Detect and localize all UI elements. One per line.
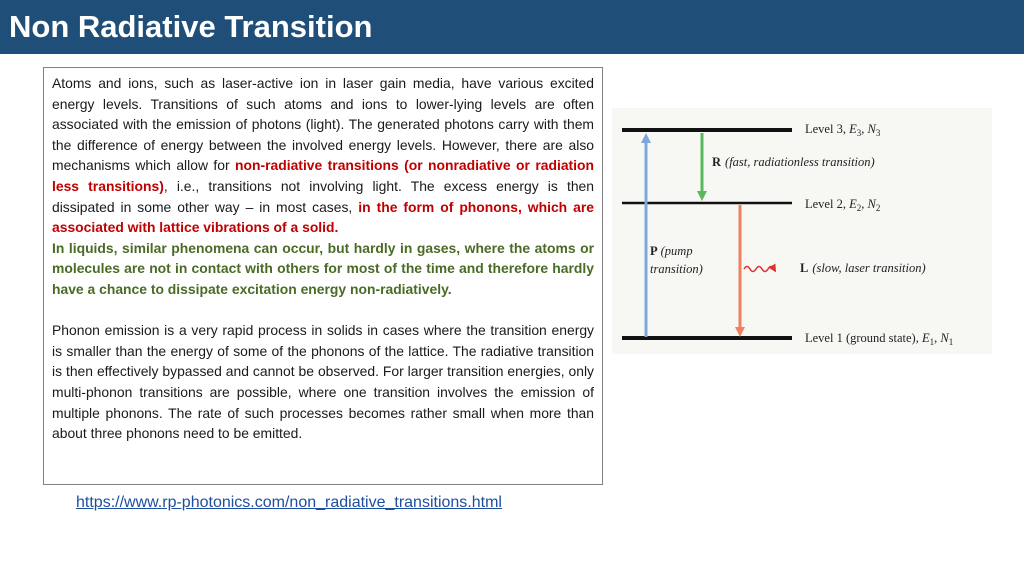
slide-title: Non Radiative Transition bbox=[9, 9, 373, 44]
title-bar bbox=[0, 0, 1024, 54]
paragraph-liquids: In liquids, similar phenomena can occur, but hardly in gases, where the atoms or molecules are not in contact with others for most of the time and therefore hardly have a chance to dissipate excitation energy non-radiatively. bbox=[52, 239, 594, 297]
text-box bbox=[43, 67, 603, 485]
highlight-phonons: in the form of phonons, which are associated with lattice vibrations of a solid. bbox=[52, 198, 594, 236]
intro-text-1: Atoms and ions, such as laser-active ion in laser gain media, have various excited energy levels. Transitions of such atoms and ions to lower-lying levels are often associated with the emission of photons (light). The generated photons carry with them the difference of energy between the involved energy levels. However, there are also mechanisms which allow for bbox=[52, 75, 594, 174]
highlight-nonradiative: non-radiative transitions (or nonradiative or radiation less transitions) bbox=[52, 157, 594, 194]
photon-wave bbox=[744, 267, 774, 272]
level-2-label: Level 2, $E_2$, $N_2$ bbox=[805, 197, 881, 213]
source-link[interactable]: https://www.rp-photonics.com/non_radiative_transitions.html bbox=[76, 494, 502, 511]
level-3-label: Level 3, $E_3$, $N_3$ bbox=[805, 122, 881, 138]
level-1-label: Level 1 (ground state), $E_1$, $N_1$ bbox=[805, 331, 954, 347]
l-label: L (slow, laser transition) bbox=[800, 261, 926, 275]
paragraph-phonon-emission: Phonon emission is a very rapid process in solids in cases where the transition energy is smaller than the energy of some of the phonons of the lattice. The radiative transition is then effectively bypassed and cannot be observed. For larger transition energies, only multi-phonon transitions are possible, where one transition involves the emission of multiple phonons. The rate of such processes becomes rather small when more than about three phonons need to be emitted. bbox=[52, 322, 594, 442]
intro-text-2: , i.e., transitions not involving light. The excess energy is then dissipated in some other way – in most cases, bbox=[52, 177, 595, 215]
p-label: P (pump bbox=[650, 244, 693, 258]
r-label: R (fast, radiationless transition) bbox=[712, 155, 875, 169]
energy-level-diagram bbox=[612, 108, 992, 354]
p-label-line2: transition) bbox=[650, 262, 703, 276]
paragraph-intro bbox=[52, 73, 594, 238]
